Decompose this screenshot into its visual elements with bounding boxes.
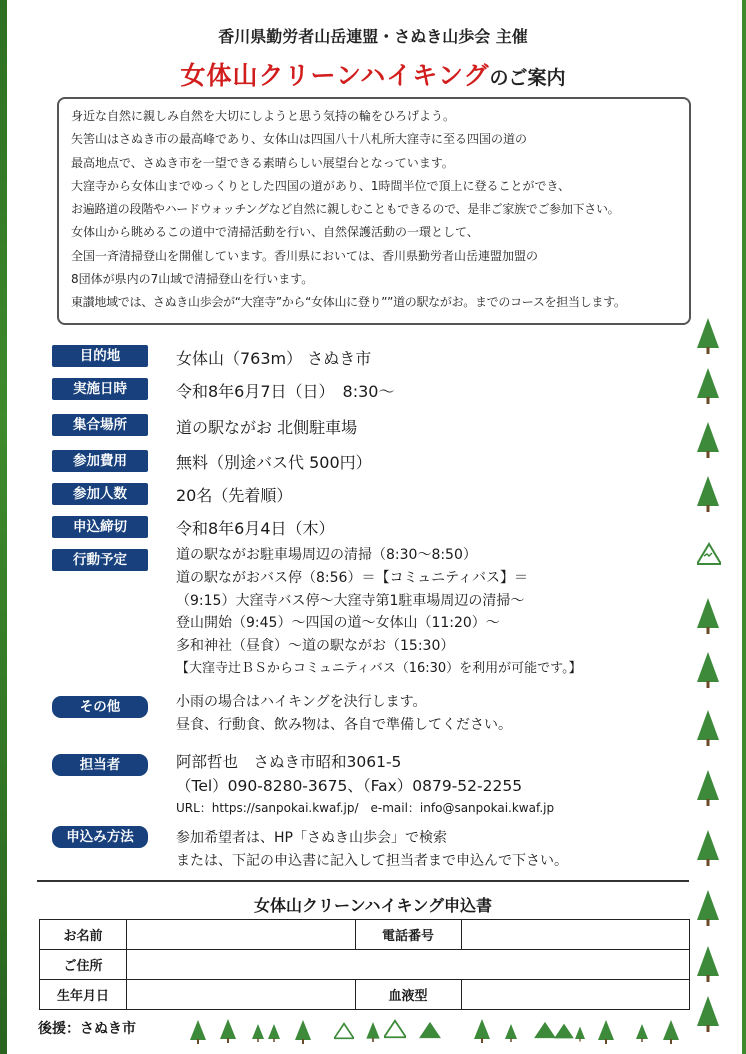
mountain-icon bbox=[554, 1022, 574, 1040]
section-divider bbox=[37, 880, 689, 882]
other-line: 昼食、行動食、飲み物は、各自で準備してください。 bbox=[176, 716, 512, 733]
tree-icon bbox=[697, 476, 719, 512]
tree-icon bbox=[295, 1020, 311, 1044]
label-apply: 申込み方法 bbox=[52, 826, 148, 848]
schedule-line: 道の駅ながお駐車場周辺の清掃（8:30～8:50） bbox=[176, 547, 477, 563]
tree-icon bbox=[366, 1022, 380, 1042]
other-line: 小雨の場合はハイキングを決行します。 bbox=[176, 694, 427, 710]
form-label-phone: 電話番号 bbox=[355, 920, 461, 950]
page-title bbox=[0, 56, 746, 92]
schedule-line: （9:15）大窪寺バス停～大窪寺第1駐車場周辺の清掃～ bbox=[176, 592, 525, 609]
label-deadline: 申込締切 bbox=[52, 516, 148, 538]
tree-icon bbox=[636, 1024, 648, 1042]
intro-line: 8団体が県内の7山域で清掃登山を行います。 bbox=[71, 272, 314, 287]
value-deadline: 令和8年6月4日（木） bbox=[176, 519, 335, 538]
intro-line: 矢筈山はさぬき市の最高峰であり、女体山は四国八十八札所大窪寺に至る四国の道の bbox=[71, 132, 528, 147]
schedule-line: 道の駅ながおバス停（8:56）＝【コミュニティバス】＝ bbox=[176, 569, 529, 586]
label-capacity: 参加人数 bbox=[52, 483, 148, 505]
contact-phone: （Tel）090-8280-3675、（Fax）0879-52-2255 bbox=[176, 777, 523, 795]
form-label-name: お名前 bbox=[40, 920, 127, 950]
intro-line: 全国一斉清掃登山を開催しています。香川県においては、香川県勤労者山岳連盟加盟の bbox=[71, 248, 539, 263]
form-field-phone[interactable] bbox=[461, 920, 690, 950]
intro-box bbox=[57, 97, 691, 325]
tree-icon bbox=[697, 422, 719, 458]
value-contact bbox=[176, 750, 554, 818]
tree-icon bbox=[697, 368, 719, 404]
organizer-line: 香川県勤労者山岳連盟・さぬき山歩会 主催 bbox=[218, 27, 528, 46]
tree-icon bbox=[697, 890, 719, 926]
value-schedule bbox=[176, 544, 582, 681]
schedule-line: 【大窪寺辻ＢＳからコミュニティバス（16:30）を利用が可能です。】 bbox=[176, 660, 582, 676]
contact-name-address: 阿部哲也 さぬき市昭和3061-5 bbox=[176, 753, 402, 771]
tree-icon bbox=[697, 318, 719, 354]
form-label-birthdate: 生年月日 bbox=[40, 980, 127, 1010]
application-form bbox=[39, 919, 690, 1010]
value-purpose: 女体山（763m） さぬき市 bbox=[176, 349, 372, 368]
form-label-blood: 血液型 bbox=[355, 980, 461, 1010]
tree-icon bbox=[575, 1026, 585, 1042]
tree-icon bbox=[663, 1020, 679, 1044]
tree-icon bbox=[697, 830, 719, 866]
form-field-name[interactable] bbox=[127, 920, 356, 950]
tree-icon bbox=[505, 1024, 517, 1042]
value-apply bbox=[176, 827, 568, 873]
label-date: 実施日時 bbox=[52, 378, 148, 400]
apply-line: または、下記の申込書に記入して担当者まで申込んで下さい。 bbox=[176, 852, 568, 869]
tree-icon bbox=[697, 652, 719, 688]
label-meeting: 集合場所 bbox=[52, 414, 148, 436]
tree-icon bbox=[697, 946, 719, 982]
tree-icon bbox=[190, 1020, 206, 1044]
mountain-icon bbox=[418, 1020, 442, 1040]
form-field-blood[interactable] bbox=[461, 980, 690, 1010]
value-other bbox=[176, 691, 512, 737]
label-schedule: 行動予定 bbox=[52, 549, 148, 571]
intro-line: 女体山から眺めるこの道中で清掃活動を行い、自然保護活動の一環として、 bbox=[71, 225, 479, 240]
label-fee: 参加費用 bbox=[52, 450, 148, 472]
intro-line: 身近な自然に親しみ自然を大切にしようと思う気持の輪をひろげよう。 bbox=[71, 109, 456, 123]
tree-icon bbox=[268, 1024, 280, 1042]
intro-line: 最高地点で、さぬき市を一望できる素晴らしい展望台となっています。 bbox=[71, 155, 454, 170]
tree-icon bbox=[697, 770, 719, 806]
tree-icon bbox=[697, 598, 719, 634]
tree-icon bbox=[697, 710, 719, 746]
label-other: その他 bbox=[52, 696, 148, 718]
form-field-address[interactable] bbox=[127, 950, 690, 980]
intro-line: 大窪寺から女体山までゆっくりとした四国の道があり、1時間半位で頂上に登ることができ、 bbox=[71, 178, 571, 193]
mountain-icon bbox=[384, 1018, 406, 1040]
value-fee: 無料（別途バス代 500円） bbox=[176, 453, 372, 472]
form-label-address: ご住所 bbox=[40, 950, 127, 980]
value-date: 令和8年6月7日（日） 8:30～ bbox=[176, 382, 395, 401]
tree-icon bbox=[598, 1020, 614, 1044]
tree-icon bbox=[697, 996, 719, 1032]
intro-line: 東讃地域では、さぬき山歩会が“大窪寺”から“女体山に登り””道の駅ながお。までのコースを担当します。 bbox=[71, 295, 626, 310]
schedule-line: 多和神社（昼食）～道の駅ながお（15:30） bbox=[176, 638, 455, 655]
contact-web: URL：https://sanpokai.kwaf.jp/ e-mail：info@sanpokai.kwaf.jp bbox=[176, 801, 555, 815]
intro-line: お遍路道の段階やハードウォッチングなど自然に親しむこともできるので、是非ご家族でご参加下さい。 bbox=[71, 202, 620, 217]
value-meeting: 道の駅ながお 北側駐車場 bbox=[176, 418, 358, 437]
tree-icon bbox=[252, 1024, 264, 1042]
apply-line: 参加希望者は、HP「さぬき山歩会」で検索 bbox=[176, 830, 447, 846]
schedule-line: 登山開始（9:45）～四国の道～女体山（11:20）～ bbox=[176, 615, 500, 632]
title-sub: のご案内 bbox=[489, 67, 566, 89]
sponsor: 後援：さぬき市 bbox=[38, 1021, 136, 1037]
tree-icon bbox=[474, 1018, 490, 1044]
title-main: 女体山クリーンハイキング bbox=[180, 61, 490, 90]
label-purpose: 目的地 bbox=[52, 345, 148, 367]
mountain-icon bbox=[697, 542, 721, 566]
form-field-birthdate[interactable] bbox=[127, 980, 356, 1010]
mountain-icon bbox=[334, 1022, 354, 1040]
tree-icon bbox=[220, 1018, 236, 1044]
label-contact: 担当者 bbox=[52, 754, 148, 776]
value-capacity: 20名（先着順） bbox=[176, 486, 293, 505]
form-title: 女体山クリーンハイキング申込書 bbox=[253, 896, 493, 915]
